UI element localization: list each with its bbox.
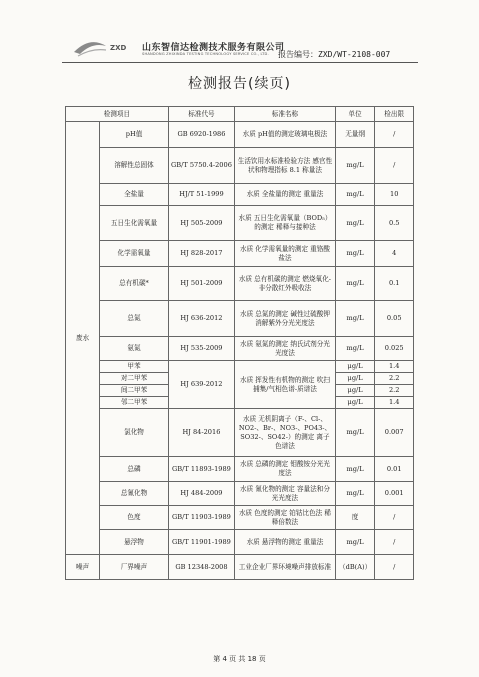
row-limit: / xyxy=(375,122,414,148)
row-item: 总氰化物 xyxy=(100,482,169,506)
table-row xyxy=(66,241,414,267)
table-row xyxy=(66,361,414,373)
row-std: HJ 84-2016 xyxy=(168,409,234,457)
row-limit: 4 xyxy=(375,241,414,267)
row-std: GB/T 11901-1989 xyxy=(168,530,234,555)
row-unit: μg/L xyxy=(335,397,375,409)
table-row xyxy=(66,206,414,241)
row-std: HJ 501-2009 xyxy=(168,267,234,301)
row-std: HJ/T 51-1999 xyxy=(168,184,234,206)
row-limit: 1.4 xyxy=(375,361,414,373)
header-standard-name: 标准名称 xyxy=(235,107,336,122)
row-limit: / xyxy=(375,148,414,184)
row-name: 水质 氨氮的测定 纳氏试剂分光光度法 xyxy=(235,337,336,361)
row-std: HJ 828-2017 xyxy=(168,241,234,267)
row-item: 总氮 xyxy=(100,301,169,337)
row-item: 间二甲苯 xyxy=(100,385,169,397)
table-row xyxy=(66,301,414,337)
row-limit: 2.2 xyxy=(375,385,414,397)
row-name: 生活饮用水标准检验方法 感官性状和物理指标 8.1 称量法 xyxy=(235,148,336,184)
company-name-cn: 山东智信达检测技术服务有限公司 xyxy=(142,43,285,53)
row-unit: mg/L xyxy=(335,482,375,506)
row-limit: 0.01 xyxy=(375,457,414,482)
row-unit: μg/L xyxy=(335,373,375,385)
row-std: GB/T 11903-1989 xyxy=(168,506,234,530)
row-name: 水质 总磷的测定 钼酸铵分光光度法 xyxy=(235,457,336,482)
header-detection-limit: 检出限 xyxy=(375,107,414,122)
row-limit: 0.001 xyxy=(375,482,414,506)
row-name: 水质 五日生化需氧量（BOD₅）的测定 稀释与接种法 xyxy=(235,206,336,241)
row-std: HJ 505-2009 xyxy=(168,206,234,241)
row-item: 溶解性总固体 xyxy=(100,148,169,184)
table-row xyxy=(66,409,414,457)
row-std: HJ 636-2012 xyxy=(168,301,234,337)
row-limit: / xyxy=(375,506,414,530)
row-std: HJ 639-2012 xyxy=(168,361,234,409)
row-name: 水质 总氮的测定 碱性过硫酸钾消解紫外分光光度法 xyxy=(235,301,336,337)
page-number: 第 4 页 共 18 页 xyxy=(213,655,266,663)
row-name: 水质 全盐量的测定 重量法 xyxy=(235,184,336,206)
row-name: 水质 色度的测定 铂钴比色法 稀释倍数法 xyxy=(235,506,336,530)
table-row xyxy=(66,482,414,506)
row-unit: μg/L xyxy=(335,385,375,397)
row-item: 氨氮 xyxy=(100,337,169,361)
header-standard-code: 标准代号 xyxy=(168,107,234,122)
row-limit: 0.5 xyxy=(375,206,414,241)
row-unit: mg/L xyxy=(335,184,375,206)
table-row xyxy=(66,337,414,361)
row-limit: 10 xyxy=(375,184,414,206)
row-item: 总磷 xyxy=(100,457,169,482)
test-standards-table xyxy=(65,106,414,580)
row-unit: mg/L xyxy=(335,409,375,457)
row-unit: mg/L xyxy=(335,206,375,241)
row-unit: mg/L xyxy=(335,148,375,184)
row-unit: 无量纲 xyxy=(335,122,375,148)
row-limit: 0.007 xyxy=(375,409,414,457)
row-name: 水质 总有机碳的测定 燃烧氧化-非分散红外吸收法 xyxy=(235,267,336,301)
row-item: 对二甲苯 xyxy=(100,373,169,385)
table-row xyxy=(66,148,414,184)
row-name: 水质 悬浮物的测定 重量法 xyxy=(235,530,336,555)
row-name: 水质 无机阴离子（F-、Cl-、NO2-、Br-、NO3-、PO43-、SO32-、SO42-）的测定 离子色谱法 xyxy=(235,409,336,457)
row-item: 五日生化需氧量 xyxy=(100,206,169,241)
company-name-en: SHANDONG ZHIXINDA TESTING TECHNOLOGY SERVICE CO., LTD. xyxy=(142,52,269,56)
row-std: GB/T 5750.4-2006 xyxy=(168,148,234,184)
row-limit: 2.2 xyxy=(375,373,414,385)
row-unit: mg/L xyxy=(335,267,375,301)
table-row xyxy=(66,530,414,555)
table-row xyxy=(66,555,414,580)
row-limit: 0.05 xyxy=(375,301,414,337)
table-row xyxy=(66,184,414,206)
header-divider xyxy=(62,62,418,63)
header-item: 检测项目 xyxy=(66,107,169,122)
row-item: pH值 xyxy=(100,122,169,148)
row-limit: / xyxy=(375,555,414,580)
row-name: 水质 氰化物的测定 容量法和分光光度法 xyxy=(235,482,336,506)
row-name: 水质 pH值的测定玻璃电极法 xyxy=(235,122,336,148)
row-unit: mg/L xyxy=(335,530,375,555)
row-item: 厂界噪声 xyxy=(100,555,169,580)
row-limit: 1.4 xyxy=(375,397,414,409)
row-unit: mg/L xyxy=(335,337,375,361)
table-row xyxy=(66,506,414,530)
row-item: 化学需氧量 xyxy=(100,241,169,267)
table-row xyxy=(66,267,414,301)
row-std: GB 12348-2008 xyxy=(168,555,234,580)
row-item: 总有机碳* xyxy=(100,267,169,301)
category-wastewater: 废水 xyxy=(66,122,100,555)
table-header-row xyxy=(66,107,414,122)
row-limit: 0.1 xyxy=(375,267,414,301)
row-unit: （dB(A)） xyxy=(335,555,375,580)
row-name: 水质 化学需氧量的测定 重铬酸盐法 xyxy=(235,241,336,267)
row-item: 甲苯 xyxy=(100,361,169,373)
row-item: 悬浮物 xyxy=(100,530,169,555)
row-std: GB 6920-1986 xyxy=(168,122,234,148)
table-row xyxy=(66,122,414,148)
row-item: 色度 xyxy=(100,506,169,530)
row-unit: 度 xyxy=(335,506,375,530)
logo-text: ZXD xyxy=(110,44,127,52)
row-unit: mg/L xyxy=(335,457,375,482)
header-unit: 单位 xyxy=(335,107,375,122)
row-name: 工业企业厂界环境噪声排放标准 xyxy=(235,555,336,580)
company-logo-icon xyxy=(72,38,108,60)
row-limit: / xyxy=(375,530,414,555)
report-number: 报告编号：ZXD/WT-2108-007 xyxy=(278,50,391,59)
row-unit: mg/L xyxy=(335,241,375,267)
row-std: HJ 484-2009 xyxy=(168,482,234,506)
row-name: 水质 挥发性有机物的测定 吹扫捕集/气相色谱-质谱法 xyxy=(235,361,336,409)
row-unit: μg/L xyxy=(335,361,375,373)
page-title: 检测报告(续页) xyxy=(188,76,291,92)
table-row xyxy=(66,457,414,482)
row-std: GB/T 11893-1989 xyxy=(168,457,234,482)
row-item: 邻二甲苯 xyxy=(100,397,169,409)
row-item: 氯化物 xyxy=(100,409,169,457)
row-std: HJ 535-2009 xyxy=(168,337,234,361)
row-unit: mg/L xyxy=(335,301,375,337)
row-limit: 0.025 xyxy=(375,337,414,361)
row-item: 全盐量 xyxy=(100,184,169,206)
category-noise: 噪声 xyxy=(66,555,100,580)
